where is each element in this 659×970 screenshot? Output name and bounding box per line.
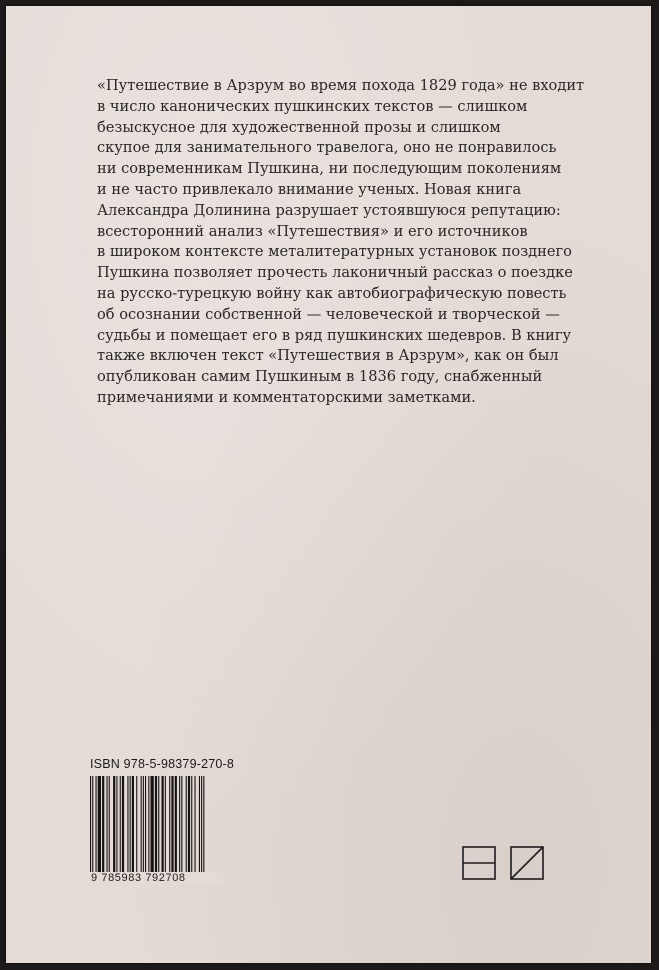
publisher-logo-icon xyxy=(462,846,544,880)
description-line-16: примечаниями и комментаторскими заметками. xyxy=(97,388,476,406)
description-line-14: также включен текст «Путешествия в Арзрум», как он был xyxy=(97,347,559,365)
book-description xyxy=(97,76,585,409)
description-line-4: скупое для занимательного травелога, оно не понравилось xyxy=(97,139,557,157)
barcode-bars-icon xyxy=(90,776,222,876)
description-line-12: об осознании собственной — человеческой и творческой — xyxy=(97,305,560,323)
back-cover xyxy=(6,6,651,963)
description-line-6: и не часто привлекало внимание ученых. Новая книга xyxy=(97,180,522,198)
description-line-11: на русско-турецкую войну как автобиографическую повесть xyxy=(97,284,567,302)
description-line-8: всесторонний анализ «Путешествия» и его источников xyxy=(97,222,528,240)
description-line-10: Пушкина позволяет прочесть лаконичный рассказ о поездке xyxy=(97,264,573,282)
description-line-2: в число канонических пушкинских текстов — слишком xyxy=(97,97,528,115)
isbn-label: ISBN 978-5-98379-270-8 xyxy=(90,757,235,771)
description-line-15: опубликован самим Пушкиным в 1836 году, снабженный xyxy=(97,368,543,386)
description-line-5: ни современникам Пушкина, ни последующим поколениям xyxy=(97,160,562,178)
description-line-9: в широком контексте металитературных установок позднего xyxy=(97,243,572,261)
description-line-13: судьбы и помещает его в ряд пушкинских шедевров. В книгу xyxy=(97,326,572,344)
description-line-3: безыскусное для художественной прозы и слишком xyxy=(97,118,501,136)
description-line-1: «Путешествие в Арзрум во время похода 1829 года» не входит xyxy=(97,77,585,94)
description-line-7: Александра Долинина разрушает устоявшуюся репутацию: xyxy=(97,201,561,219)
barcode-digits: 9 785983 792708 xyxy=(90,872,223,884)
barcode xyxy=(90,776,222,884)
